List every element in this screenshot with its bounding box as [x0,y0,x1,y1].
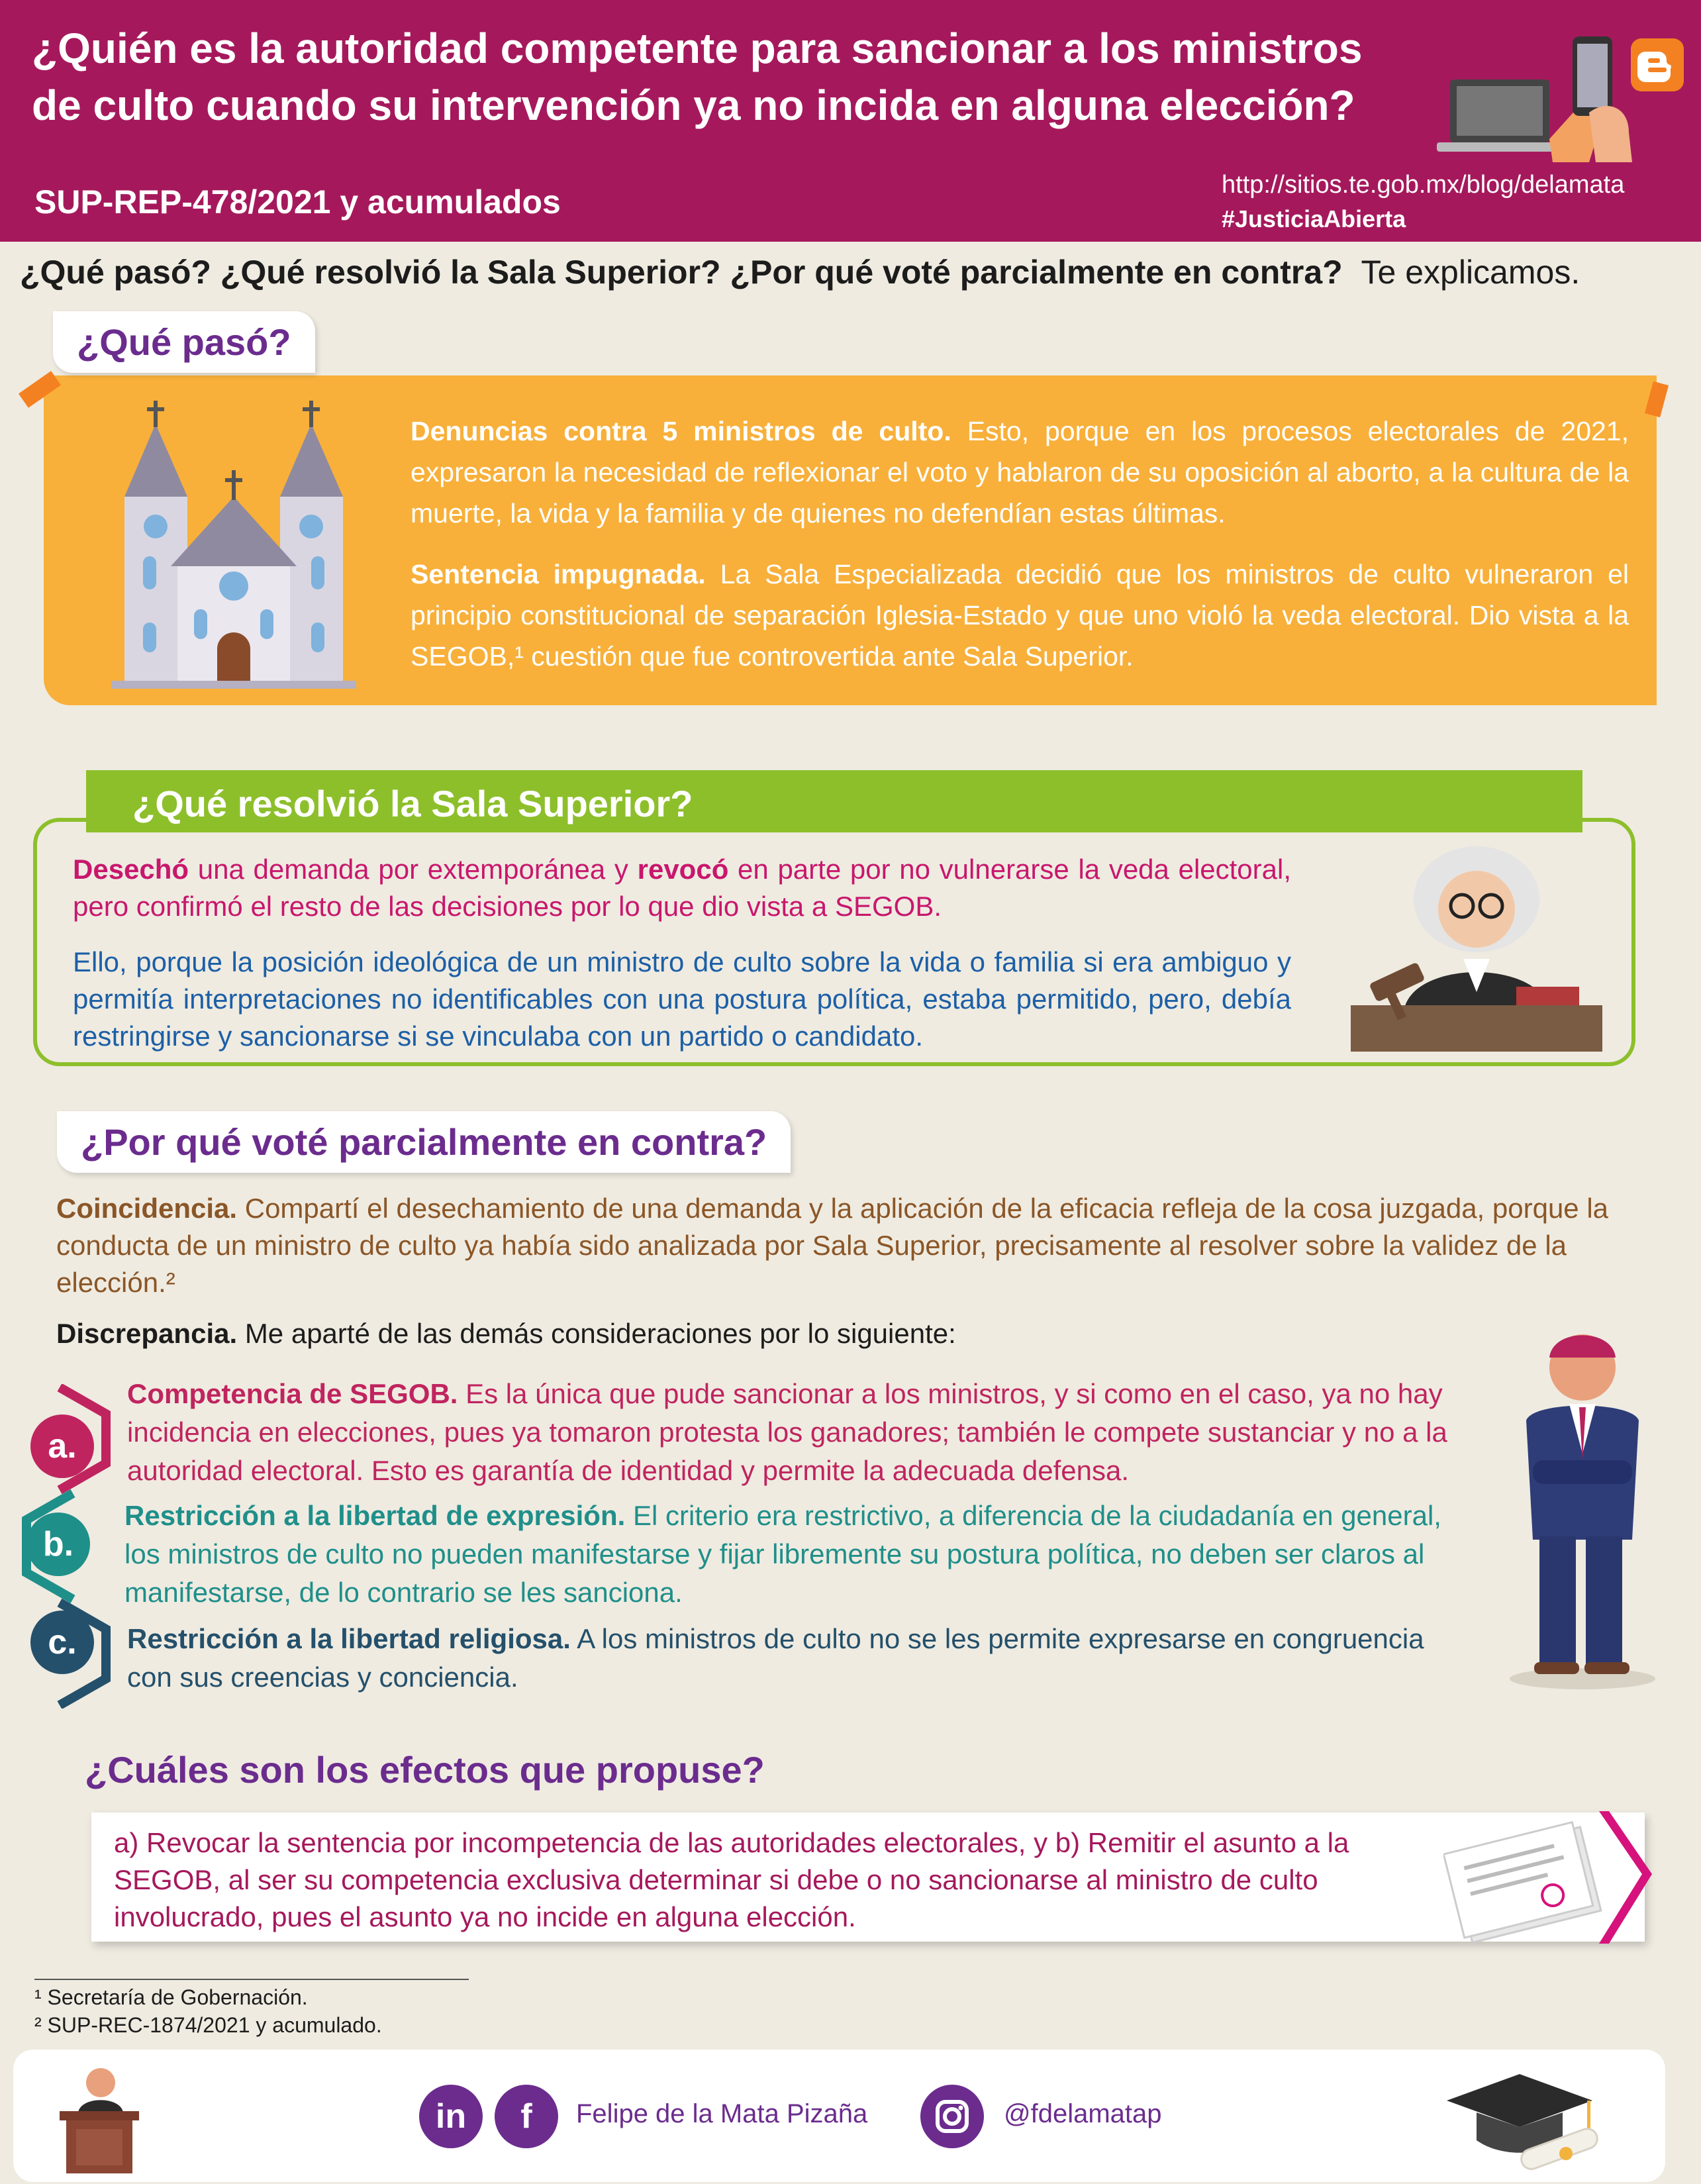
que-paso-paragraph-2: Sentencia impugnada. La Sala Especializada decidió que los ministros de culto vulneraron el principio constitucional de separación Iglesia-Estado y que uno violó la veda electoral. Dio vista a la SEGOB,¹ cuestión que fue controvertida ante Sala Superior. [411,559,1629,671]
page-title: ¿Quién es la autoridad competente para sancionar a los ministros de culto cuando su intervención ya no incida en alguna elección? [32,25,1363,129]
sala-superior-reasoning: Ello, porque la posición ideológica de un ministro de culto sobre la vida o familia si era ambiguo y permitía interpretaciones no identificables con una postura política, estaba permitido, pero, debía restringirse y sancionarse si se vinculaba con un partido o candidato. [73,946,1291,1052]
linkedin-icon[interactable]: in [419,2085,483,2148]
voto-tag: ¿Por qué voté parcialmente en contra? [57,1111,791,1173]
footnote-divider [34,1979,469,1980]
hashtag: #JusticiaAbierta [1222,205,1406,232]
footer-author-name[interactable]: Felipe de la Mata Pizaña [576,2099,868,2128]
que-paso-paragraph-1: Denuncias contra 5 ministros de culto. Esto, porque en los procesos electorales de 2021, expresaron la necesidad de reflexionar el voto y hablaron de su oposición al aborto, a la cultura de la muerte, la vida y la familia y de quienes no defendían estas últimas. [411,416,1629,528]
item-libertad-religiosa: Restricción a la libertad religiosa. A los ministros de culto no se les permite expresarse en congruencia con sus creencias y conciencia. [127,1623,1424,1693]
footer-instagram-handle[interactable]: @fdelamatap [1004,2099,1162,2128]
facebook-icon[interactable]: f [495,2085,558,2148]
item-letter-a: a. [30,1415,94,1478]
item-competencia-segob: Competencia de SEGOB. Es la única que pude sancionar a los ministros, y si como en el caso, ya no hay incidencia en elecciones, pues ya tomaron protesta los ganadores; también le compete sustanciar y no a la autoridad electoral. Esto es garantía de identidad y permite la adecuada defensa. [127,1378,1447,1486]
denuncias-heading: Denuncias contra 5 ministros de culto. [411,416,951,446]
instagram-icon[interactable] [920,2085,984,2148]
intro-explain: Te explicamos. [1361,254,1580,291]
coincidencia-heading: Coincidencia. [56,1193,238,1224]
sala-superior-resolution: Desechó una demanda por extemporánea y revocó en parte por no vulnerarse la veda electoral, pero confirmó el resto de las decisiones por lo que dio vista a SEGOB. [73,854,1292,922]
item-letter-c: c. [30,1611,94,1674]
coincidencia-text: Coincidencia. Compartí el desechamiento de una demanda y la aplicación de la eficacia refleja de la cosa juzgada, porque la conducta de un ministro de culto ya había sido analizada por Sala Superior, precisamente al resolver sobre la validez de la elección.² [56,1193,1609,1298]
discrepancia-text: Discrepancia. Me aparté de las demás consideraciones por lo siguiente: [56,1318,956,1349]
graduation-cap-icon [1440,2061,1612,2173]
blogger-icon[interactable] [1631,38,1684,91]
efectos-text: a) Revocar la sentencia por incompetencia de las autoridades electorales, y b) Remitir el asunto a la SEGOB, al ser su competencia exclusiva determinar si debe o no sancionarse al ministro de culto involucrado, pues el asunto ya no incide en alguna elección. [114,1827,1349,1932]
document-illustration [1443,1811,1655,1947]
church-illustration [111,397,356,689]
discrepancia-heading: Discrepancia. [56,1318,238,1349]
footnote-1: ¹ Secretaría de Gobernación. [34,1985,308,2009]
footnote-2: ² SUP-REC-1874/2021 y acumulado. [34,2013,382,2037]
que-paso-text [411,411,1629,697]
case-number: SUP-REP-478/2021 y acumulados [34,183,561,221]
sala-superior-tag: ¿Qué resolvió la Sala Superior? [86,770,1582,832]
efectos-title: ¿Cuáles son los efectos que propuse? [85,1749,765,1791]
intro-questions: ¿Qué pasó? ¿Qué resolvió la Sala Superior? ¿Por qué voté parcialmente en contra? [20,254,1343,291]
que-paso-tag: ¿Qué pasó? [53,311,315,373]
item-letter-b: b. [26,1513,90,1576]
item-libertad-expresion: Restricción a la libertad de expresión. El criterio era restrictivo, a diferencia de la ciudadanía en general, los ministros de culto no pueden manifestarse y fijar libremente su postura política, no deben ser claros al manifestarse, de lo contrario se les sanciona. [124,1500,1441,1608]
laptop-phone-illustration [1437,20,1635,166]
blog-url[interactable]: http://sitios.te.gob.mx/blog/delamata [1222,171,1625,199]
businessman-illustration [1493,1321,1672,1692]
podium-judge-icon [60,2060,139,2175]
judge-illustration [1351,840,1602,1052]
sentencia-heading: Sentencia impugnada. [411,559,706,589]
intro-line [20,253,1580,291]
